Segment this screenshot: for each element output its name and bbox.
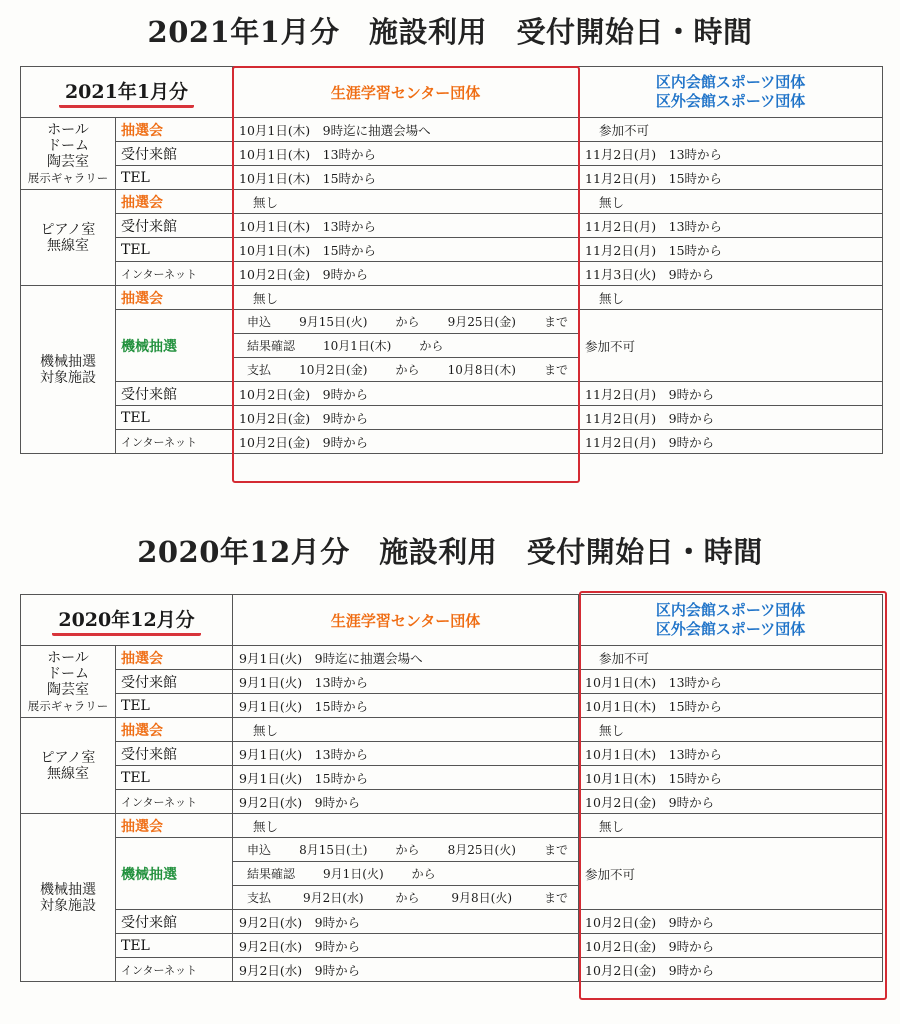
- sports-date: 無し: [579, 718, 883, 742]
- facility-name: ホール: [47, 121, 89, 138]
- method-visit: 受付来館: [116, 742, 233, 766]
- schedule-table-2020-dec: [20, 594, 883, 982]
- facility-name: 無線室: [47, 765, 89, 782]
- sports-date: 10月1日(木) 13時から: [579, 742, 883, 766]
- lifelong-date: 9月2日(水) 9時から: [233, 934, 579, 958]
- table-row: [21, 766, 883, 790]
- sub-label: 支払: [247, 891, 272, 905]
- lifelong-date: 無し: [233, 814, 579, 838]
- method-tel: TEL: [116, 934, 233, 958]
- method-visit: 受付来館: [116, 910, 233, 934]
- sub-date-to: 9月25日(金): [447, 315, 516, 329]
- table-row: [21, 838, 883, 862]
- sports-date: 11月2日(月) 15時から: [579, 166, 883, 190]
- lifelong-date: 10月2日(金) 9時から: [233, 430, 579, 454]
- lifelong-date: 9月1日(火) 13時から: [233, 742, 579, 766]
- sub-date-to: 8月25日(火): [447, 843, 516, 857]
- sub-date-from: 9月15日(火): [299, 315, 368, 329]
- sub-to: まで: [543, 843, 568, 857]
- sports-date: 参加不可: [579, 310, 883, 382]
- sports-date: 10月1日(木) 13時から: [579, 670, 883, 694]
- sports-date: 参加不可: [579, 838, 883, 910]
- facility-name: ピアノ室: [40, 221, 96, 238]
- method-visit: 受付来館: [116, 214, 233, 238]
- sub-to: まで: [543, 315, 568, 329]
- facility-group-piano: [21, 190, 116, 286]
- sub-to: まで: [543, 891, 568, 905]
- month-label: 2021年1月分: [59, 77, 194, 108]
- table-row: [21, 790, 883, 814]
- lifelong-date: 9月1日(火) 9時迄に抽選会場へ: [233, 646, 579, 670]
- sports-date: 10月1日(木) 15時から: [579, 766, 883, 790]
- facility-group-hall: [21, 646, 116, 718]
- sports-date: 参加不可: [579, 118, 883, 142]
- table-row: [21, 742, 883, 766]
- table-row: [21, 190, 883, 214]
- sports-date: 無し: [579, 286, 883, 310]
- table-header-row: [21, 595, 883, 646]
- table-row: [21, 718, 883, 742]
- column-header-sports-inner: 区内会館スポーツ団体: [655, 73, 806, 91]
- method-visit: 受付来館: [116, 670, 233, 694]
- sub-from: から: [411, 867, 436, 881]
- sub-label: 結果確認: [247, 867, 296, 881]
- table-row: [21, 118, 883, 142]
- facility-name: ホール: [47, 649, 89, 666]
- lifelong-date: 9月2日(水) 9時から: [233, 958, 579, 982]
- sports-date: 11月2日(月) 13時から: [579, 142, 883, 166]
- facility-name: ピアノ室: [40, 749, 96, 766]
- sub-date-to: 9月8日(火): [451, 891, 513, 905]
- schedule-table-2021-jan: [20, 66, 883, 454]
- lifelong-date: 9月1日(火) 13時から: [233, 670, 579, 694]
- sub-label: 支払: [247, 363, 272, 377]
- method-visit: 受付来館: [116, 142, 233, 166]
- table-row: [21, 286, 883, 310]
- facility-name: ドーム: [47, 137, 89, 154]
- method-lottery: 抽選会: [116, 190, 233, 214]
- sports-date: 11月2日(月) 9時から: [579, 406, 883, 430]
- method-lottery: 抽選会: [116, 814, 233, 838]
- table-row: [21, 262, 883, 286]
- column-header-sports: [579, 67, 883, 118]
- sub-from: から: [419, 339, 444, 353]
- month-label-cell: [21, 67, 233, 118]
- sub-date-from: 9月1日(火): [323, 867, 384, 881]
- facility-group-machine: [21, 814, 116, 982]
- facility-group-hall: [21, 118, 116, 190]
- sports-date: 11月2日(月) 15時から: [579, 238, 883, 262]
- sports-date: 11月2日(月) 13時から: [579, 214, 883, 238]
- machine-payment-row: [233, 358, 579, 382]
- facility-name: 展示ギャラリー: [27, 698, 109, 713]
- lifelong-date: 10月2日(金) 9時から: [233, 406, 579, 430]
- page-title-2021-jan: 2021年1月分 施設利用 受付開始日・時間: [147, 15, 753, 49]
- sports-date: 無し: [579, 814, 883, 838]
- column-header-sports-inner: 区内会館スポーツ団体: [655, 601, 806, 619]
- method-tel: TEL: [116, 766, 233, 790]
- method-tel: TEL: [116, 238, 233, 262]
- column-header-sports: [579, 595, 883, 646]
- method-machine-lottery: 機械抽選: [116, 838, 233, 910]
- lifelong-date: 無し: [233, 718, 579, 742]
- method-tel: TEL: [116, 406, 233, 430]
- sub-to: まで: [543, 363, 568, 377]
- sports-date: 10月2日(金) 9時から: [579, 958, 883, 982]
- sports-date: 11月3日(火) 9時から: [579, 262, 883, 286]
- lifelong-date: 9月2日(水) 9時から: [233, 790, 579, 814]
- method-lottery: 抽選会: [116, 286, 233, 310]
- lifelong-date: 10月1日(木) 9時迄に抽選会場へ: [233, 118, 579, 142]
- sub-from: から: [395, 315, 420, 329]
- method-internet: インターネット: [116, 430, 233, 454]
- machine-payment-row: [233, 886, 579, 910]
- lifelong-date: 9月1日(火) 15時から: [233, 694, 579, 718]
- machine-result-row: [233, 862, 579, 886]
- table-row: [21, 910, 883, 934]
- table-row: [21, 142, 883, 166]
- sub-date-from: 10月2日(金): [299, 363, 368, 377]
- facility-name: 陶芸室: [47, 153, 89, 170]
- lifelong-date: 10月1日(木) 15時から: [233, 166, 579, 190]
- machine-apply-row: [233, 838, 579, 862]
- column-header-lifelong-text: 生涯学習センター団体: [330, 83, 481, 102]
- facility-name: 機械抽選: [40, 353, 96, 370]
- table-header-row: [21, 67, 883, 118]
- sub-from: から: [395, 843, 420, 857]
- column-header-lifelong: [233, 595, 579, 646]
- lifelong-date: 10月2日(金) 9時から: [233, 382, 579, 406]
- machine-apply-row: [233, 310, 579, 334]
- method-visit: 受付来館: [116, 382, 233, 406]
- table-row: [21, 382, 883, 406]
- month-label: 2020年12月分: [52, 605, 200, 636]
- table-row: [21, 646, 883, 670]
- table-row: [21, 166, 883, 190]
- facility-group-piano: [21, 718, 116, 814]
- sports-date: 参加不可: [579, 646, 883, 670]
- table-row: [21, 958, 883, 982]
- facility-name: 無線室: [47, 237, 89, 254]
- column-header-lifelong-text: 生涯学習センター団体: [330, 611, 481, 630]
- sports-date: 10月1日(木) 15時から: [579, 694, 883, 718]
- facility-name: 陶芸室: [47, 681, 89, 698]
- method-lottery: 抽選会: [116, 118, 233, 142]
- lifelong-date: 10月2日(金) 9時から: [233, 262, 579, 286]
- method-lottery: 抽選会: [116, 646, 233, 670]
- column-header-sports-outer: 区外会館スポーツ団体: [655, 620, 806, 638]
- column-header-sports-outer: 区外会館スポーツ団体: [655, 92, 806, 110]
- facility-name: 対象施設: [40, 369, 96, 386]
- table-row: [21, 670, 883, 694]
- sub-date-from: 9月2日(水): [302, 891, 364, 905]
- column-header-lifelong: [233, 67, 579, 118]
- month-label-cell: [21, 595, 233, 646]
- sports-date: 11月2日(月) 9時から: [579, 430, 883, 454]
- lifelong-date: 10月1日(木) 13時から: [233, 142, 579, 166]
- sports-date: 無し: [579, 190, 883, 214]
- sub-label: 結果確認: [247, 339, 296, 353]
- sub-label: 申込: [247, 843, 272, 857]
- table-row: [21, 694, 883, 718]
- lifelong-date: 無し: [233, 286, 579, 310]
- facility-name: 対象施設: [40, 897, 96, 914]
- facility-group-machine: [21, 286, 116, 454]
- lifelong-date: 9月2日(水) 9時から: [233, 910, 579, 934]
- lifelong-date: 9月1日(火) 15時から: [233, 766, 579, 790]
- table-row: [21, 238, 883, 262]
- method-lottery: 抽選会: [116, 718, 233, 742]
- sports-date: 10月2日(金) 9時から: [579, 934, 883, 958]
- sub-date-to: 10月8日(木): [447, 363, 516, 377]
- machine-result-row: [233, 334, 579, 358]
- method-internet: インターネット: [116, 958, 233, 982]
- method-machine-lottery: 機械抽選: [116, 310, 233, 382]
- sports-date: 11月2日(月) 9時から: [579, 382, 883, 406]
- table-row: [21, 310, 883, 334]
- sports-date: 10月2日(金) 9時から: [579, 910, 883, 934]
- lifelong-date: 10月1日(木) 13時から: [233, 214, 579, 238]
- facility-name: 展示ギャラリー: [27, 170, 109, 185]
- table-row: [21, 934, 883, 958]
- sub-from: から: [395, 363, 420, 377]
- lifelong-date: 無し: [233, 190, 579, 214]
- facility-name: ドーム: [47, 665, 89, 682]
- lifelong-date: 10月1日(木) 15時から: [233, 238, 579, 262]
- sports-date: 10月2日(金) 9時から: [579, 790, 883, 814]
- method-internet: インターネット: [116, 262, 233, 286]
- method-internet: インターネット: [116, 790, 233, 814]
- method-tel: TEL: [116, 166, 233, 190]
- sub-label: 申込: [247, 315, 272, 329]
- method-tel: TEL: [116, 694, 233, 718]
- facility-name: 機械抽選: [40, 881, 96, 898]
- sub-date-from: 8月15日(土): [299, 843, 368, 857]
- page-title-2020-dec: 2020年12月分 施設利用 受付開始日・時間: [137, 535, 763, 569]
- sub-from: から: [395, 891, 420, 905]
- table-row: [21, 814, 883, 838]
- table-row: [21, 430, 883, 454]
- sub-date-from: 10月1日(木): [323, 339, 392, 353]
- table-row: [21, 214, 883, 238]
- table-row: [21, 406, 883, 430]
